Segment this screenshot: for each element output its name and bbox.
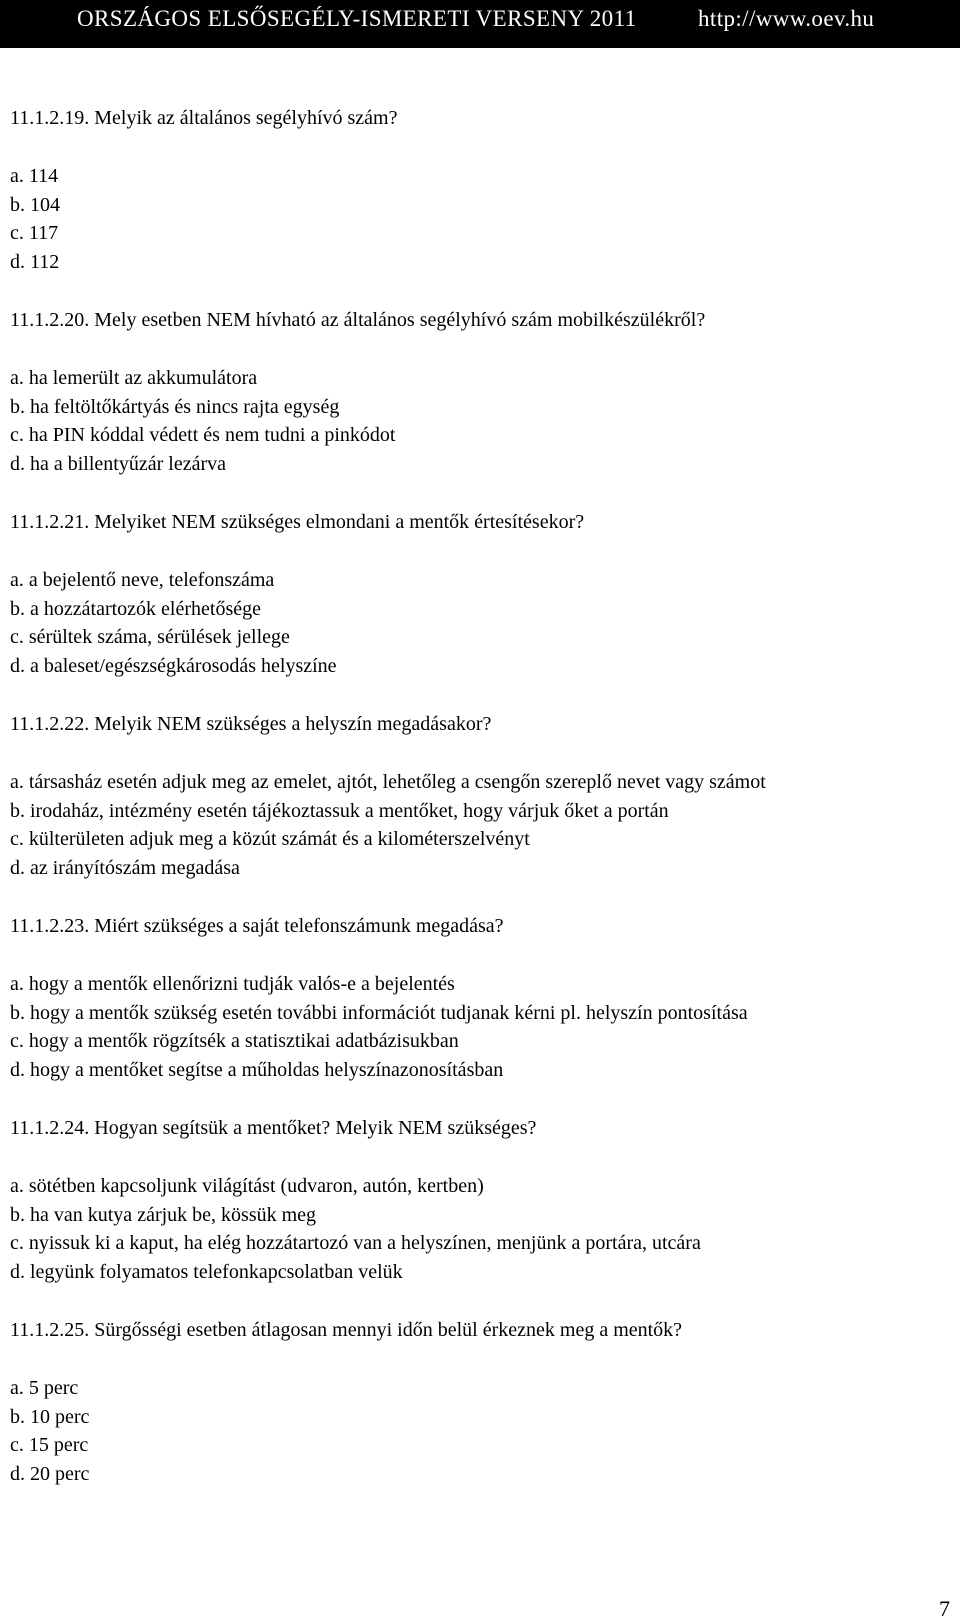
answer-option: b. ha van kutya zárjuk be, kössük meg	[10, 1203, 317, 1226]
answer-options	[10, 364, 955, 478]
answer-option: d. az irányítószám megadása	[10, 856, 240, 879]
answer-option: b. hogy a mentők szükség esetén további információt tudjanak kérni pl. helyszín pontosítása	[10, 1001, 748, 1024]
answer-option: c. külterületen adjuk meg a közút számát és a kilométerszelvényt	[10, 828, 530, 850]
answer-option: a. a bejelentő neve, telefonszáma	[10, 569, 275, 591]
answer-option: a. ha lemerült az akkumulátora	[10, 367, 258, 389]
question-title: 11.1.2.24. Hogyan segítsük a mentőket? Melyik NEM szükséges?	[10, 1117, 537, 1139]
question-block	[10, 912, 955, 1084]
answer-option: c. ha PIN kóddal védett és nem tudni a pinkódot	[10, 424, 396, 446]
answer-options	[10, 768, 955, 882]
question-title: 11.1.2.21. Melyiket NEM szükséges elmondani a mentők értesítésekor?	[10, 511, 585, 533]
answer-option: d. ha a billentyűzár lezárva	[10, 452, 226, 475]
answer-option: d. 20 perc	[10, 1462, 90, 1485]
question-list	[10, 104, 955, 1488]
answer-option: d. hogy a mentőket segítse a műholdas helyszínazonosításban	[10, 1058, 504, 1081]
question-block	[10, 306, 955, 478]
answer-options	[10, 1172, 955, 1286]
answer-option: c. nyissuk ki a kaput, ha elég hozzátartozó van a helyszínen, menjünk a portára, utcára	[10, 1232, 701, 1254]
question-block	[10, 104, 955, 276]
answer-option: d. 112	[10, 250, 60, 273]
answer-option: b. ha feltöltőkártyás és nincs rajta egység	[10, 395, 340, 418]
answer-option: b. irodaház, intézmény esetén tájékoztassuk a mentőket, hogy várjuk őket a portán	[10, 799, 669, 822]
answer-options	[10, 566, 955, 680]
question-block	[10, 1316, 955, 1488]
answer-option: a. 5 perc	[10, 1377, 79, 1399]
question-block	[10, 1114, 955, 1286]
answer-options	[10, 1374, 955, 1488]
answer-option: a. társasház esetén adjuk meg az emelet, ajtót, lehetőleg a csengőn szereplő nevet vagy számot	[10, 771, 766, 793]
answer-option: b. a hozzátartozók elérhetősége	[10, 597, 261, 620]
question-block	[10, 710, 955, 882]
answer-options	[10, 970, 955, 1084]
answer-option: c. 15 perc	[10, 1434, 89, 1456]
question-title: 11.1.2.22. Melyik NEM szükséges a helyszín megadásakor?	[10, 713, 492, 735]
question-title: 11.1.2.20. Mely esetben NEM hívható az általános segélyhívó szám mobilkészülékről?	[10, 309, 706, 331]
answer-option: c. sérültek száma, sérülések jellege	[10, 626, 290, 648]
answer-option: b. 10 perc	[10, 1405, 90, 1428]
answer-options	[10, 162, 955, 276]
header-url[interactable]: http://www.oev.hu	[698, 6, 875, 31]
question-title: 11.1.2.19. Melyik az általános segélyhívó szám?	[10, 107, 398, 129]
answer-option: a. 114	[10, 165, 59, 187]
answer-option: d. legyünk folyamatos telefonkapcsolatban velük	[10, 1260, 403, 1283]
question-title: 11.1.2.23. Miért szükséges a saját telefonszámunk megadása?	[10, 915, 504, 937]
answer-option: d. a baleset/egészségkárosodás helyszíne	[10, 654, 337, 677]
page-number: 7	[939, 1596, 950, 1621]
answer-option: a. sötétben kapcsoljunk világítást (udvaron, autón, kertben)	[10, 1175, 484, 1197]
answer-option: b. 104	[10, 193, 60, 216]
answer-option: c. hogy a mentők rögzítsék a statisztikai adatbázisukban	[10, 1030, 459, 1052]
answer-option: c. 117	[10, 222, 59, 244]
page-header	[0, 0, 960, 48]
answer-option: a. hogy a mentők ellenőrizni tudják valós-e a bejelentés	[10, 973, 455, 995]
question-block	[10, 508, 955, 680]
header-title: ORSZÁGOS ELSŐSEGÉLY-ISMERETI VERSENY 2011	[77, 6, 637, 31]
question-title: 11.1.2.25. Sürgősségi esetben átlagosan mennyi időn belül érkeznek meg a mentők?	[10, 1319, 683, 1341]
